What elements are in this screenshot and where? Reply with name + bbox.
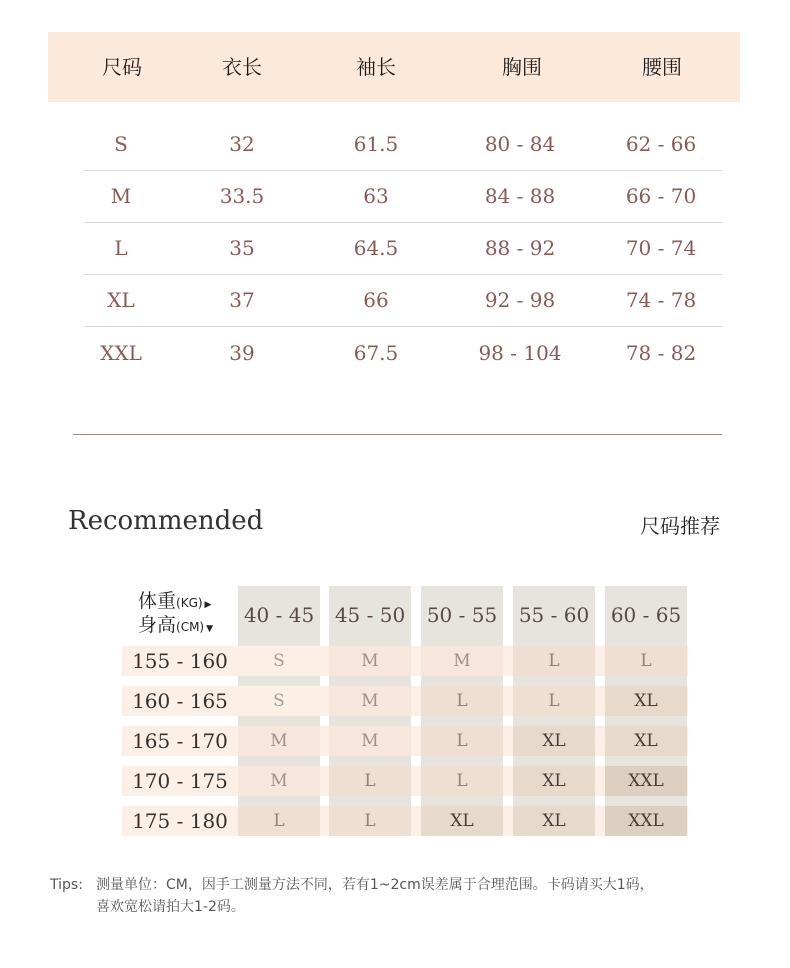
size-recommendation-cell: L	[238, 806, 320, 836]
weight-unit: (KG)	[176, 596, 203, 610]
table-row	[84, 118, 722, 171]
size-recommendation-cell: L	[605, 646, 687, 676]
height-unit: (CM)	[176, 620, 205, 634]
weight-header: 40 - 45	[243, 603, 315, 627]
tips-note	[50, 874, 750, 918]
height-label-cell: 160 - 165	[132, 689, 228, 713]
size-recommendation-cell: M	[238, 726, 320, 756]
chest-cell: 84 - 88	[484, 184, 556, 208]
height-label-cell: 165 - 170	[132, 729, 228, 753]
chest-cell: 98 - 104	[478, 341, 562, 365]
size-table-header	[48, 32, 740, 102]
size-recommendation-cell: L	[421, 686, 503, 716]
table-row	[84, 274, 722, 327]
table-row	[84, 222, 722, 275]
arrow-right-icon: ▶	[204, 600, 212, 610]
size-recommendation-cell: XL	[513, 806, 595, 836]
sleeve-cell: 63	[363, 184, 389, 208]
size-cell: M	[110, 184, 132, 208]
chest-cell: 80 - 84	[484, 132, 556, 156]
tips-label: Tips:	[50, 877, 83, 893]
header-waist: 腰围	[642, 55, 682, 79]
size-recommendation-cell: L	[421, 766, 503, 796]
length-cell: 37	[229, 288, 255, 312]
table-row	[84, 327, 722, 379]
sleeve-cell: 64.5	[353, 236, 399, 260]
size-recommendation-cell: M	[329, 726, 411, 756]
size-cell: XL	[107, 288, 135, 312]
length-cell: 35	[229, 236, 255, 260]
size-recommendation-cell: XL	[513, 726, 595, 756]
weight-axis-label	[138, 590, 211, 616]
height-label-cell: 170 - 175	[132, 769, 228, 793]
waist-cell: 78 - 82	[625, 341, 697, 365]
size-cell: L	[114, 236, 128, 260]
size-recommendation-cell: L	[513, 646, 595, 676]
height-label-cell: 155 - 160	[132, 649, 228, 673]
tips-line-2: 喜欢宽松请拍大1-2码。	[96, 899, 245, 915]
waist-cell: 62 - 66	[625, 132, 697, 156]
size-recommendation-cell: L	[513, 686, 595, 716]
size-recommendation-cell: L	[421, 726, 503, 756]
header-length: 衣长	[222, 55, 262, 79]
size-recommendation-cell: XXL	[605, 806, 687, 836]
sleeve-cell: 61.5	[353, 132, 399, 156]
arrow-down-icon: ▼	[206, 624, 214, 634]
chest-cell: 88 - 92	[484, 236, 556, 260]
size-recommendation-cell: XL	[421, 806, 503, 836]
size-recommendation-cell: M	[238, 766, 320, 796]
length-cell: 39	[229, 341, 255, 365]
weight-header: 60 - 65	[610, 603, 682, 627]
size-recommendation-cell: M	[329, 686, 411, 716]
height-axis-label	[138, 614, 213, 640]
size-cell: XXL	[100, 341, 142, 365]
weight-header: 55 - 60	[518, 603, 590, 627]
table-row	[84, 170, 722, 223]
size-recommendation-cell: M	[421, 646, 503, 676]
waist-cell: 74 - 78	[625, 288, 697, 312]
length-cell: 32	[229, 132, 255, 156]
sleeve-cell: 67.5	[353, 341, 399, 365]
size-recommendation-cell: XL	[605, 686, 687, 716]
size-recommendation-cell: L	[329, 766, 411, 796]
height-label: 身高	[138, 614, 177, 636]
chest-cell: 92 - 98	[484, 288, 556, 312]
size-recommendation-cell: XL	[605, 726, 687, 756]
header-sleeve: 袖长	[356, 55, 396, 79]
size-recommendation-cell: XXL	[605, 766, 687, 796]
size-recommendation-cell: S	[238, 686, 320, 716]
header-size: 尺码	[102, 55, 142, 79]
weight-header: 50 - 55	[426, 603, 498, 627]
size-recommendation-cell: M	[329, 646, 411, 676]
recommended-title-cn: 尺码推荐	[640, 514, 720, 538]
section-divider	[73, 434, 722, 435]
weight-header: 45 - 50	[334, 603, 406, 627]
tips-line-1: 测量单位：CM，因手工测量方法不同，若有1~2cm误差属于合理范围。卡码请买大1码，	[96, 877, 654, 893]
size-recommendation-cell: L	[329, 806, 411, 836]
size-cell: S	[114, 132, 128, 156]
height-label-cell: 175 - 180	[132, 809, 228, 833]
header-chest: 胸围	[502, 55, 542, 79]
size-recommendation-cell: XL	[513, 766, 595, 796]
waist-cell: 70 - 74	[625, 236, 697, 260]
recommended-title: Recommended	[68, 506, 264, 536]
waist-cell: 66 - 70	[625, 184, 697, 208]
weight-label: 体重	[138, 590, 177, 612]
sleeve-cell: 66	[363, 288, 389, 312]
length-cell: 33.5	[219, 184, 265, 208]
size-recommendation-cell: S	[238, 646, 320, 676]
